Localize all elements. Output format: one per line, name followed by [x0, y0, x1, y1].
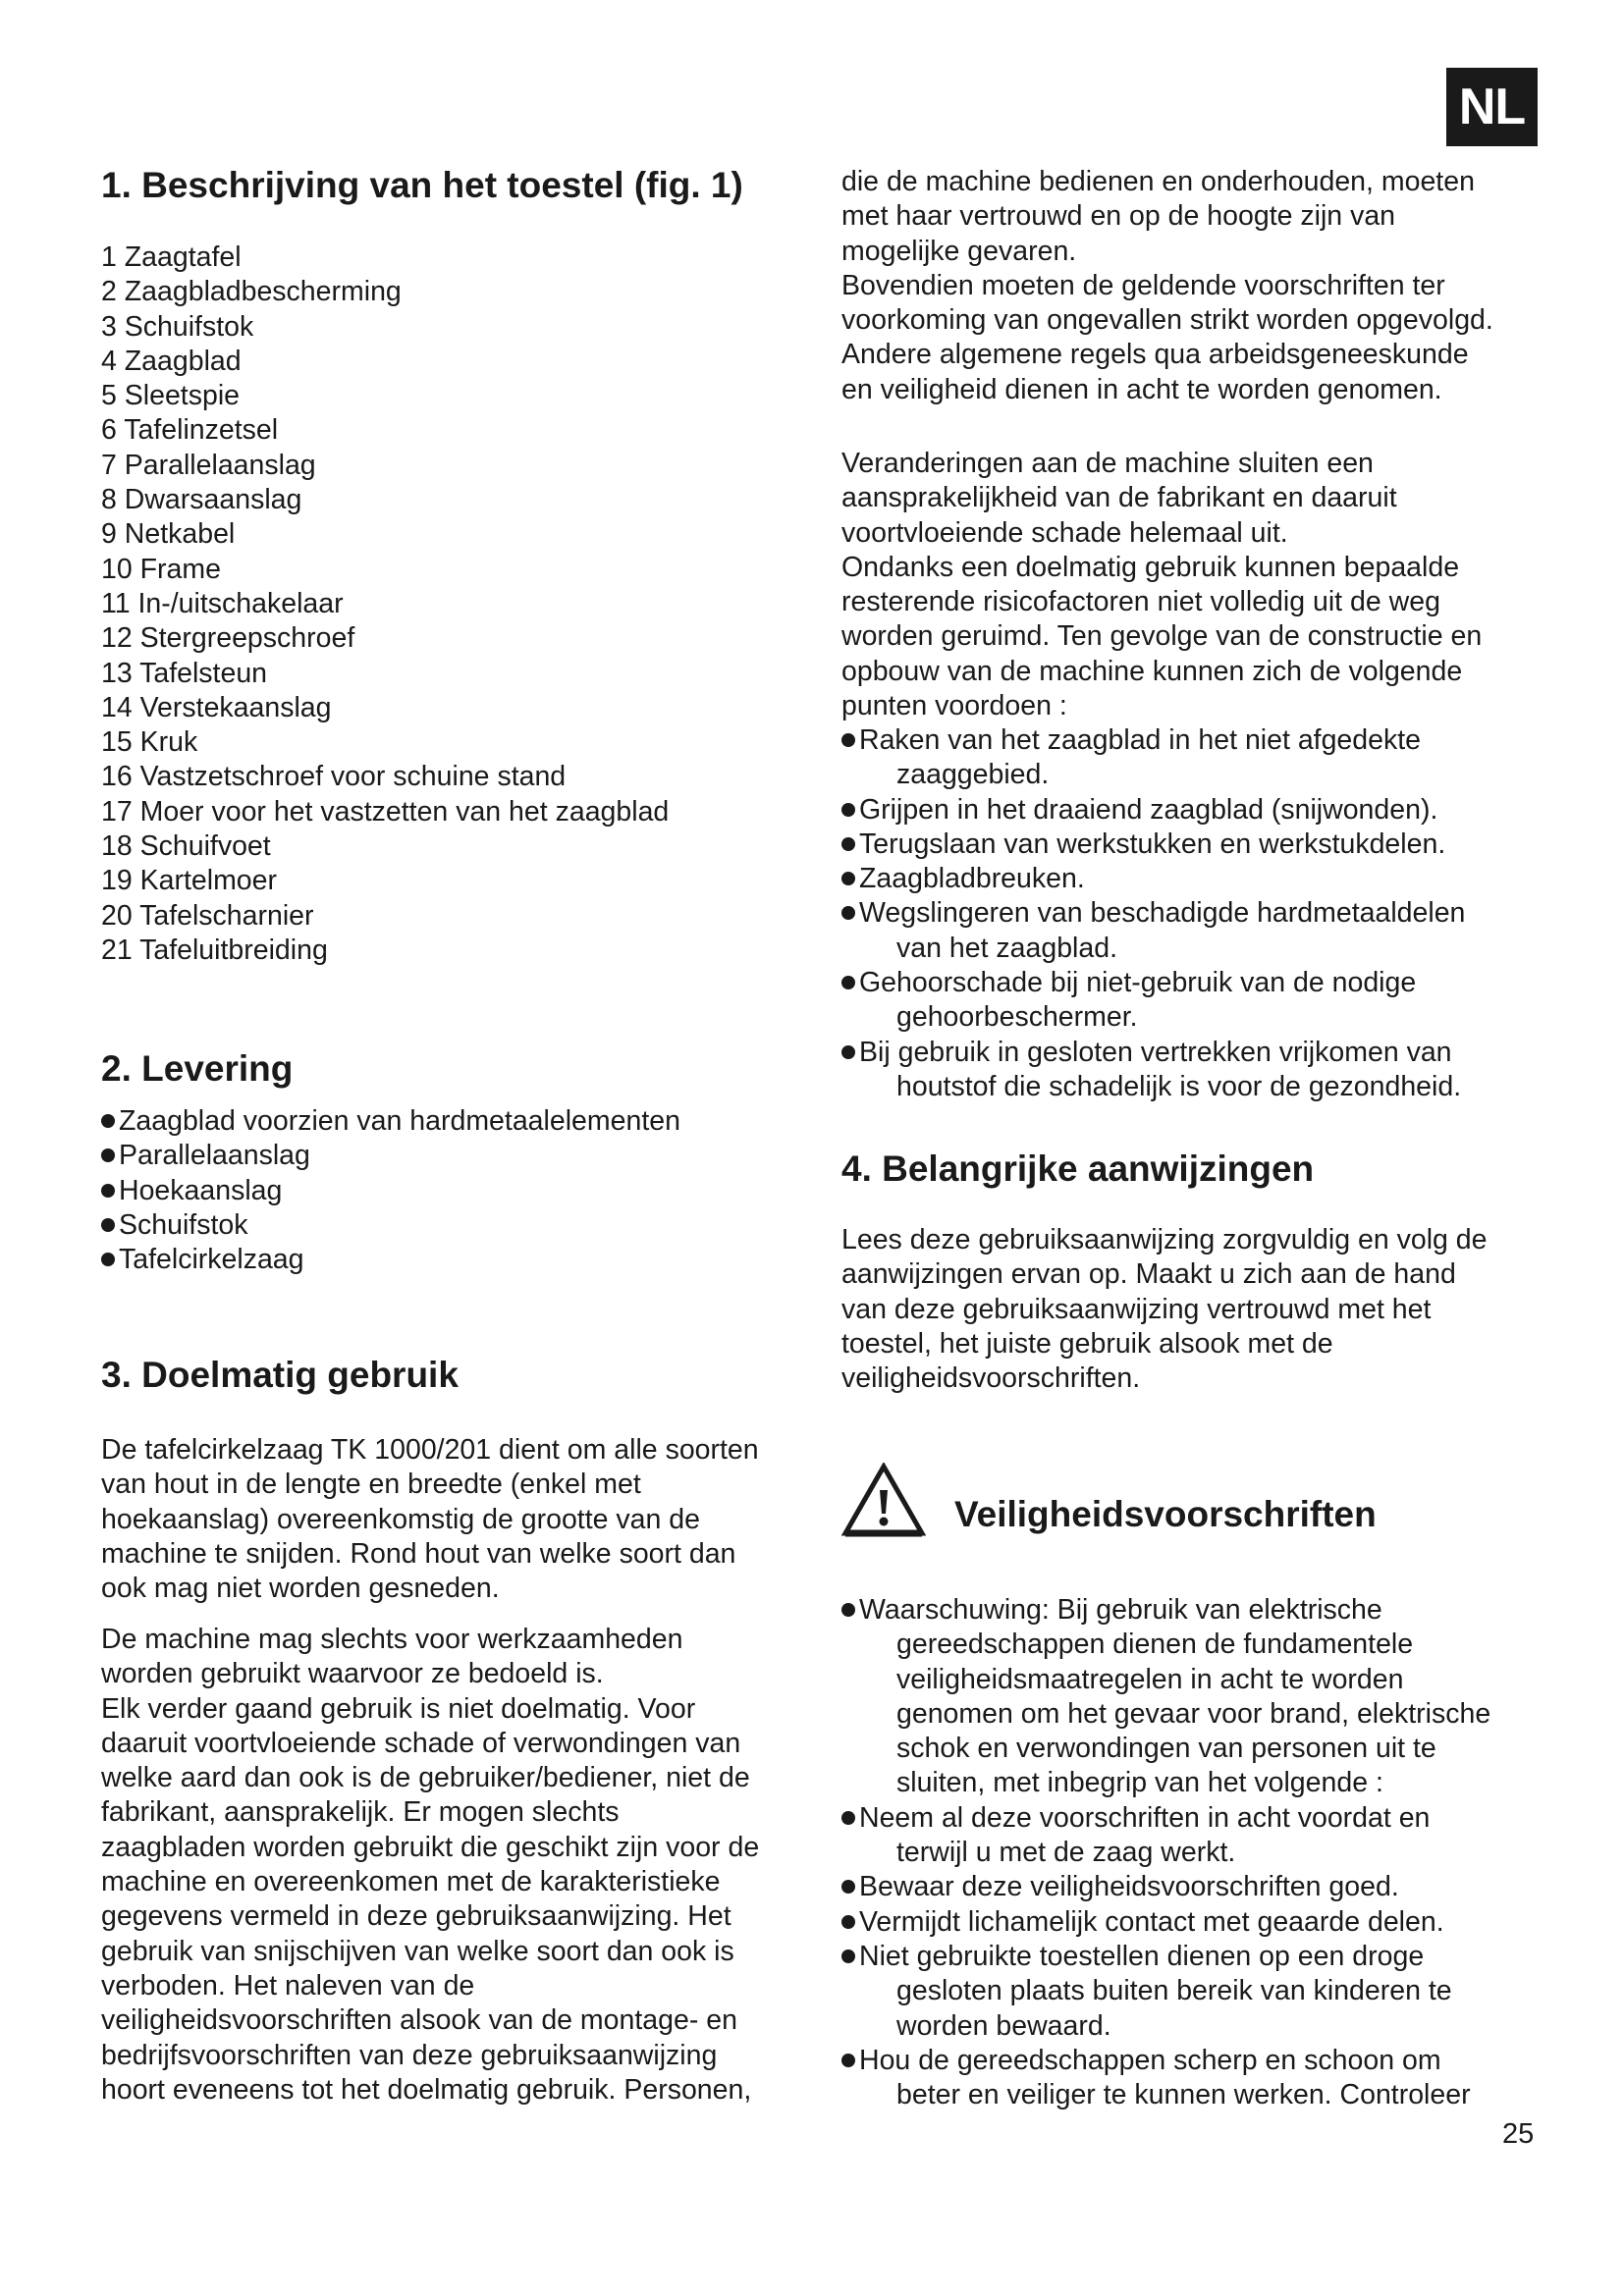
safety-item-continuation [841, 1836, 1548, 1870]
parts-list-item: 9 Netkabel [101, 518, 236, 551]
safety-item-text [841, 1905, 1548, 1940]
paragraph-line: machine en overeenkomen met de karakteristieke [101, 1866, 721, 1898]
bullet-line-text: Bij gebruik in gesloten vertrekken vrijkomen van [859, 1036, 1452, 1068]
paragraph-line: opbouw van de machine kunnen zich de volgende [841, 655, 1463, 687]
bullet-line-text: beter en veiliger te kunnen werken. Controleer [896, 2079, 1471, 2111]
parts-list-item: 10 Frame [101, 553, 221, 585]
paragraph-line: en veiligheid dienen in acht te worden genomen. [841, 373, 1442, 405]
paragraph-line: veiligheidsvoorschriften alsook van de montage- en [101, 2004, 737, 2037]
delivery-item-text [101, 1139, 680, 1173]
bullet-dot-icon [841, 976, 855, 989]
bullet-line-text: gehoorbeschermer. [896, 1001, 1138, 1034]
bullet-dot-icon [101, 1184, 115, 1198]
parts-list-item: 20 Tafelscharnier [101, 899, 314, 932]
paragraph-line: punten voordoen : [841, 690, 1067, 722]
safety-item-text [841, 1940, 1548, 1974]
safety-item [841, 1940, 1548, 2044]
paragraph-line: aansprakelijkheid van de fabrikant en daaruit [841, 482, 1397, 514]
bullet-line-text: gereedschappen dienen de fundamentele [896, 1629, 1414, 1661]
intended-use-continued-2 [841, 447, 1548, 723]
parts-list-item: 17 Moer voor het vastzetten van het zaagblad [101, 795, 670, 828]
risk-item [841, 896, 1548, 966]
safety-item-continuation [841, 1663, 1548, 1697]
safety-item [841, 1870, 1548, 1904]
parts-list-item: 8 Dwarsaanslag [101, 484, 302, 516]
paragraph-line: fabrikant, aansprakelijk. Er mogen slechts [101, 1796, 620, 1829]
bullet-dot-icon [841, 837, 855, 851]
risk-item [841, 828, 1548, 862]
safety-item [841, 1801, 1548, 1871]
paragraph-line: Bovendien moeten de geldende voorschriften ter [841, 269, 1445, 301]
parts-list-item: 2 Zaagbladbescherming [101, 276, 402, 308]
bullet-dot-icon [841, 872, 855, 885]
parts-list-item: 5 Sleetspie [101, 380, 241, 412]
safety-item [841, 2044, 1548, 2113]
paragraph-line: Ondanks een doelmatig gebruik kunnen bepaalde [841, 551, 1460, 583]
paragraph-line: ook mag niet worden gesneden. [101, 1573, 500, 1605]
paragraph-line: toestel, het juiste gebruik alsook met de [841, 1327, 1333, 1360]
bullet-line-text: Neem al deze voorschriften in acht voordat en [859, 1801, 1431, 1834]
bullet-dot-icon [841, 1949, 855, 1963]
parts-list-item: 11 In-/uitschakelaar [101, 587, 344, 619]
bullet-line-text: houtstof die schadelijk is voor de gezondheid. [896, 1070, 1462, 1102]
paragraph-line: voortvloeiende schade helemaal uit. [841, 516, 1288, 549]
risk-item-text [841, 723, 1548, 758]
bullet-line-text: van het zaagblad. [896, 932, 1118, 964]
bullet-line-text: Tafelcirkelzaag [119, 1244, 304, 1276]
parts-list-item: 18 Schuifvoet [101, 830, 271, 863]
paragraph-line: hoort eveneens tot het doelmatig gebruik. Personen, [101, 2073, 752, 2106]
page-number: 25 [1502, 2118, 1535, 2150]
bullet-line-text: Terugslaan van werkstukken en werkstukdelen. [859, 828, 1446, 860]
parts-list-item: 15 Kruk [101, 726, 198, 759]
paragraph-line: van hout in de lengte en breedte (enkel met [101, 1468, 641, 1501]
bullet-dot-icon [841, 2054, 855, 2067]
parts-list-item: 6 Tafelinzetsel [101, 414, 279, 447]
bullet-line-text: Parallelaanslag [119, 1140, 310, 1172]
bullet-dot-icon [841, 803, 855, 817]
paragraph-line: veiligheidsvoorschriften. [841, 1362, 1141, 1395]
safety-item-text [841, 1593, 1548, 1628]
risk-item-continuation [841, 758, 1548, 792]
paragraph-line: worden gebruikt waarvoor ze bedoeld is. [101, 1658, 604, 1690]
paragraph-line: Andere algemene regels qua arbeidsgeneeskunde [841, 339, 1469, 371]
delivery-list [101, 1104, 680, 1277]
parts-list-item: 13 Tafelsteun [101, 657, 268, 689]
risk-item-text [841, 1036, 1548, 1070]
bullet-line-text: Zaagbladbreuken. [859, 863, 1085, 895]
intended-use-paragraph-1 [101, 1433, 808, 1606]
delivery-item [101, 1208, 680, 1243]
paragraph-line: aanwijzingen ervan op. Maakt u zich aan de hand [841, 1258, 1456, 1291]
delivery-item [101, 1104, 680, 1139]
bullet-line-text: Schuifstok [119, 1208, 248, 1241]
paragraph-line: Lees deze gebruiksaanwijzing zorgvuldig en volg de [841, 1224, 1488, 1255]
safety-title: Veiligheidsvoorschriften [954, 1494, 1377, 1534]
bullet-dot-icon [841, 733, 855, 747]
delivery-item-text [101, 1243, 680, 1277]
delivery-item-text [101, 1208, 680, 1243]
risk-item-text [841, 862, 1548, 896]
risk-item-text [841, 896, 1548, 931]
bullet-dot-icon [841, 1915, 855, 1929]
paragraph-line: machine te snijden. Rond hout van welke soort dan [101, 1537, 736, 1570]
bullet-line-text: sluiten, met inbegrip van het volgende : [896, 1767, 1383, 1799]
warning-triangle-icon [841, 1463, 926, 1537]
language-badge: NL [1446, 68, 1538, 146]
bullet-dot-icon [101, 1253, 115, 1266]
paragraph-line: voorkoming van ongevallen strikt worden opgevolgd. [841, 304, 1493, 337]
safety-item-text [841, 1870, 1548, 1904]
paragraph-line: zaagbladen worden gebruikt die geschikt zijn voor de [101, 1831, 760, 1863]
bullet-dot-icon [841, 1603, 855, 1617]
risk-item [841, 793, 1548, 828]
parts-list [101, 240, 669, 968]
paragraph-line: De tafelcirkelzaag TK 1000/201 dient om alle soorten [101, 1434, 759, 1466]
risk-item-continuation [841, 1070, 1548, 1104]
risk-item-continuation [841, 1000, 1548, 1035]
safety-item-continuation [841, 2078, 1548, 2112]
parts-list-item: 4 Zaagblad [101, 345, 242, 377]
bullet-line-text: Vermijdt lichamelijk contact met geaarde delen. [859, 1905, 1444, 1938]
risk-item [841, 862, 1548, 896]
paragraph-line: De machine mag slechts voor werkzaamheden [101, 1624, 683, 1655]
paragraph-line: bedrijfsvoorschriften van deze gebruiksaanwijzing [101, 2039, 718, 2071]
paragraph-line: gebruik van snijschijven van welke soort dan ook is [101, 1935, 734, 1967]
parts-list-item: 12 Stergreepschroef [101, 622, 355, 655]
important-notes-paragraph [841, 1223, 1548, 1396]
parts-list-item: 7 Parallelaanslag [101, 449, 316, 481]
safety-item-continuation [841, 1628, 1548, 1662]
bullet-line-text: zaaggebied. [896, 759, 1050, 791]
delivery-item-text [101, 1174, 680, 1208]
bullet-dot-icon [841, 906, 855, 920]
safety-item-continuation [841, 2009, 1548, 2044]
bullet-line-text: Grijpen in het draaiend zaagblad (snijwonden). [859, 793, 1438, 826]
bullet-line-text: schok en verwondingen van personen uit te [896, 1733, 1436, 1765]
bullet-line-text: Hoekaanslag [119, 1174, 283, 1206]
bullet-line-text: worden bewaard. [896, 2009, 1111, 2042]
safety-item-continuation [841, 1732, 1548, 1766]
section2-title: 2. Levering [101, 1048, 294, 1089]
safety-item-text [841, 1801, 1548, 1836]
risk-item [841, 723, 1548, 793]
parts-list-item: 14 Verstekaanslag [101, 691, 332, 723]
section1-title: 1. Beschrijving van het toestel (fig. 1) [101, 165, 743, 205]
parts-list-item: 19 Kartelmoer [101, 865, 278, 897]
safety-item [841, 1905, 1548, 1940]
risk-item-text [841, 828, 1548, 862]
safety-item-continuation [841, 1974, 1548, 2008]
delivery-item [101, 1243, 680, 1277]
risk-item-continuation [841, 932, 1548, 966]
bullet-line-text: Waarschuwing: Bij gebruik van elektrische [859, 1594, 1382, 1626]
intended-use-continued-1 [841, 165, 1548, 407]
bullet-dot-icon [841, 1045, 855, 1059]
paragraph-line: Veranderingen aan de machine sluiten een [841, 448, 1374, 479]
bullet-line-text: genomen om het gevaar voor brand, elektrische [896, 1697, 1491, 1730]
safety-item-text [841, 2044, 1548, 2078]
residual-risks-list [841, 723, 1548, 1104]
section3-title: 3. Doelmatig gebruik [101, 1355, 459, 1395]
paragraph-line: met haar vertrouwd en op de hoogte zijn van [841, 200, 1396, 233]
bullet-line-text: Raken van het zaagblad in het niet afgedekte [859, 724, 1422, 756]
bullet-line-text: Niet gebruikte toestellen dienen op een droge [859, 1940, 1425, 1972]
bullet-line-text: Wegslingeren van beschadigde hardmetaaldelen [859, 897, 1466, 930]
parts-list-item: 21 Tafeluitbreiding [101, 934, 328, 966]
parts-list-item: 1 Zaagtafel [101, 241, 242, 273]
paragraph-line: Elk verder gaand gebruik is niet doelmatig. Voor [101, 1692, 696, 1725]
paragraph-line: resterende risicofactoren niet volledig uit de weg [841, 586, 1440, 618]
paragraph-line: daaruit voortvloeiende schade of verwondingen van [101, 1727, 741, 1759]
bullet-dot-icon [101, 1148, 115, 1162]
bullet-line-text: Zaagblad voorzien van hardmetaalelementen [119, 1105, 680, 1137]
bullet-line-text: Hou de gereedschappen scherp en schoon om [859, 2044, 1441, 2076]
delivery-item-text [101, 1104, 680, 1139]
risk-item-text [841, 966, 1548, 1000]
bullet-line-text: gesloten plaats buiten bereik van kinderen te [896, 1975, 1452, 2007]
safety-item-continuation [841, 1766, 1548, 1800]
bullet-line-text: Bewaar deze veiligheidsvoorschriften goed. [859, 1871, 1399, 1903]
paragraph-line: welke aard dan ook is de gebruiker/bediener, niet de [101, 1762, 750, 1794]
bullet-line-text: veiligheidsmaatregelen in acht te worden [896, 1663, 1404, 1695]
section4-title: 4. Belangrijke aanwijzingen [841, 1148, 1315, 1189]
risk-item-text [841, 793, 1548, 828]
paragraph-line: die de machine bedienen en onderhouden, moeten [841, 166, 1475, 197]
delivery-item [101, 1139, 680, 1173]
paragraph-line: gegevens vermeld in deze gebruiksaanwijzing. Het [101, 1900, 731, 1933]
bullet-dot-icon [841, 1880, 855, 1894]
safety-item [841, 1593, 1548, 1801]
safety-list [841, 1593, 1548, 2112]
bullet-dot-icon [101, 1218, 115, 1232]
paragraph-line: worden geruimd. Ten gevolge van de constructie en [841, 620, 1483, 653]
parts-list-item: 16 Vastzetschroef voor schuine stand [101, 761, 567, 793]
bullet-line-text: terwijl u met de zaag werkt. [896, 1837, 1236, 1869]
safety-heading [841, 1463, 1534, 1541]
delivery-item [101, 1174, 680, 1208]
paragraph-line: hoekaanslag) overeenkomstig de grootte van de [101, 1503, 700, 1535]
intended-use-paragraph-2 [101, 1623, 808, 2108]
parts-list-item: 3 Schuifstok [101, 310, 254, 343]
paragraph-line: verboden. Het naleven van de [101, 1969, 475, 2002]
bullet-dot-icon [841, 1811, 855, 1825]
safety-item-continuation [841, 1697, 1548, 1732]
paragraph-line: van deze gebruiksaanwijzing vertrouwd met het [841, 1293, 1432, 1325]
bullet-dot-icon [101, 1114, 115, 1128]
paragraph-line: mogelijke gevaren. [841, 235, 1077, 267]
risk-item [841, 966, 1548, 1036]
bullet-line-text: Gehoorschade bij niet-gebruik van de nodige [859, 967, 1417, 999]
risk-item [841, 1036, 1548, 1105]
